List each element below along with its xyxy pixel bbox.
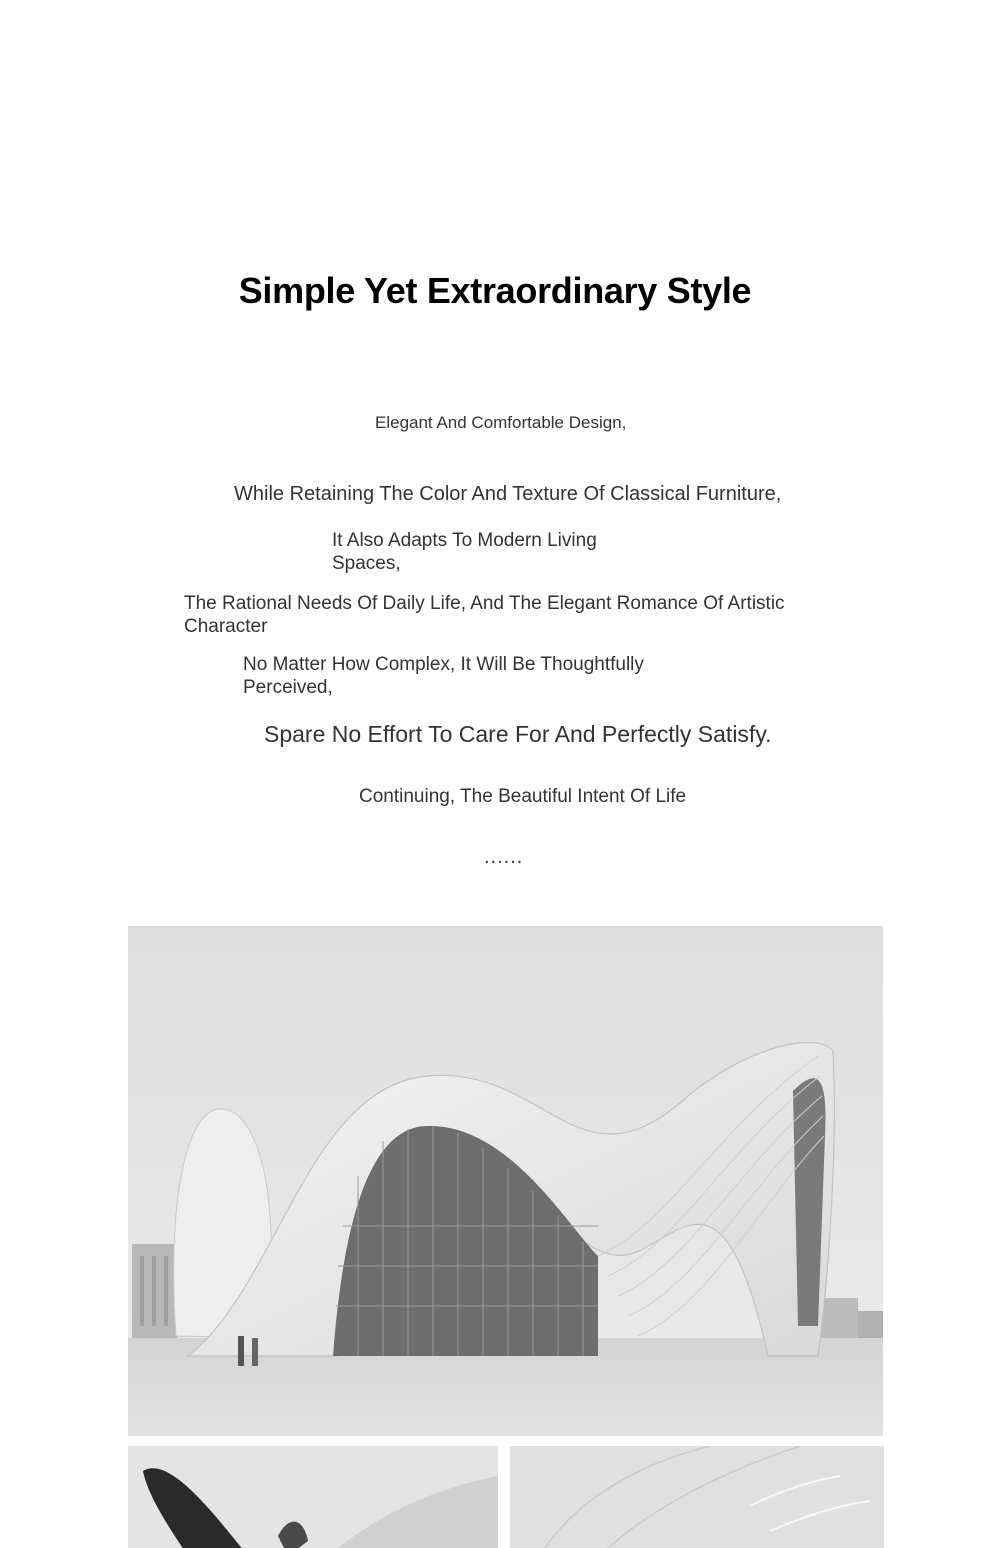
text-line-elegant-design: Elegant And Comfortable Design,	[375, 413, 627, 432]
text-line-classical-furniture: While Retaining The Color And Texture Of Classical Furniture,	[234, 483, 782, 505]
text-line-beautiful-intent: Continuing, The Beautiful Intent Of Life	[359, 786, 687, 807]
text-line-perfectly-satisfy: Spare No Effort To Care For And Perfectly Satisfy.	[264, 721, 772, 747]
ellipsis-text: ......	[484, 846, 524, 868]
building-detail-image	[128, 1446, 498, 1548]
building-photo-main	[128, 926, 883, 1436]
building-photo-bottom-right	[510, 1446, 884, 1548]
building-photo-bottom-left	[128, 1446, 498, 1548]
text-line-modern-living: It Also Adapts To Modern Living Spaces,	[332, 530, 597, 574]
text-line-rational-needs: The Rational Needs Of Daily Life, And The Elegant Romance Of Artistic Character	[184, 593, 785, 637]
curved-building-image	[128, 926, 883, 1436]
curved-facade-image	[510, 1446, 884, 1548]
text-line-thoughtfully-perceived: No Matter How Complex, It Will Be Thoughtfully Perceived,	[243, 654, 644, 698]
page-title: Simple Yet Extraordinary Style	[238, 270, 752, 311]
